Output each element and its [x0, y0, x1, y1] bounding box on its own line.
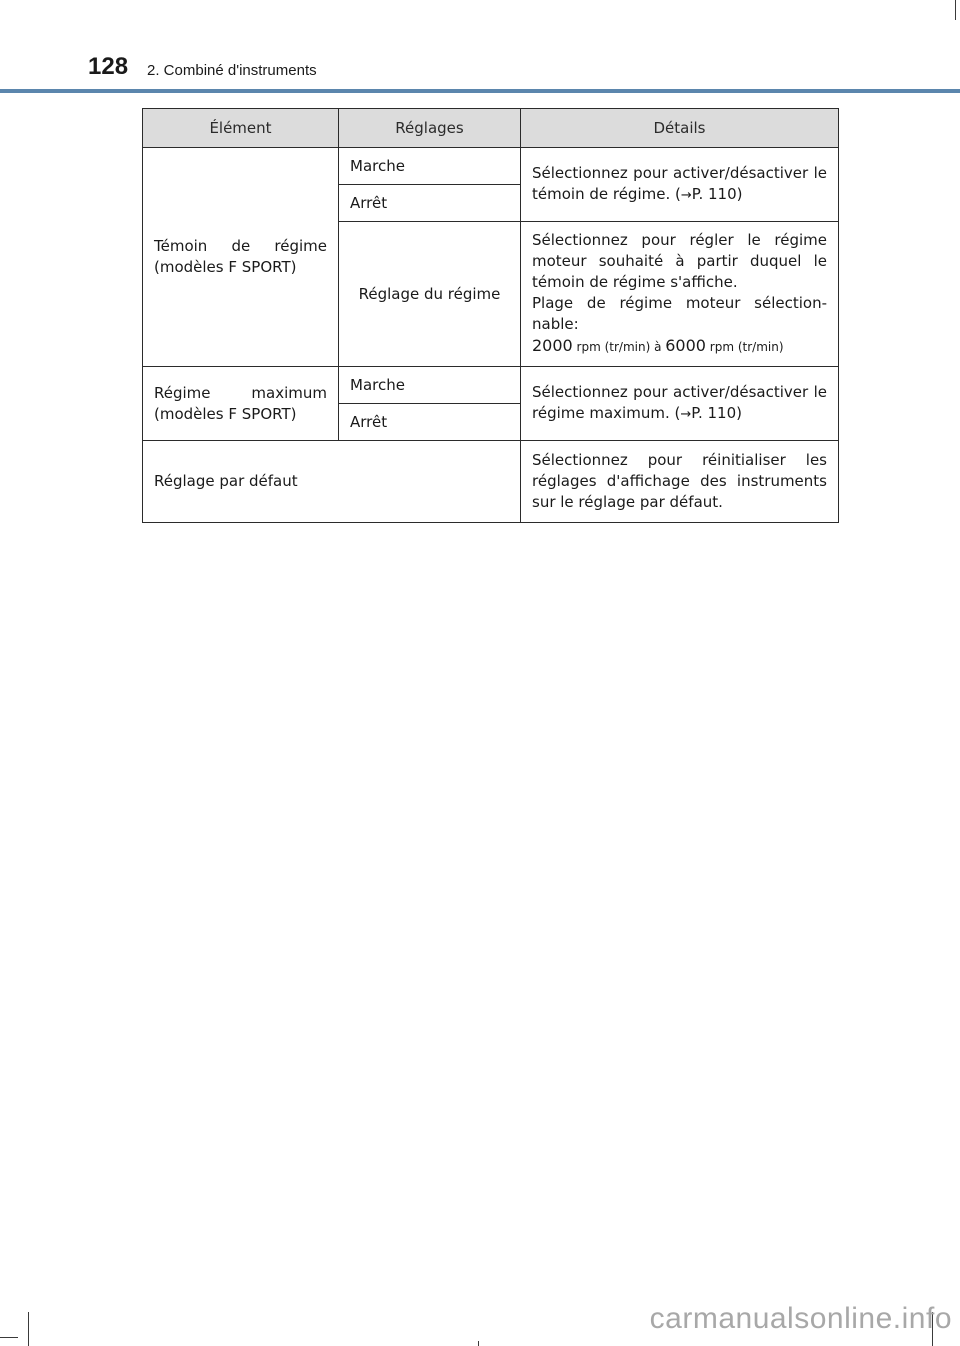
table-row — [143, 441, 839, 523]
cell-option-off: Arrêt — [339, 404, 521, 441]
settings-table — [142, 108, 839, 523]
crop-mark-top-right — [955, 0, 956, 20]
cell-option-on: Marche — [339, 367, 521, 404]
page-number: 128 — [88, 53, 129, 80]
header-rule — [0, 89, 960, 93]
page-header — [0, 0, 960, 96]
range-from: 2000 — [532, 336, 573, 355]
table-row — [143, 367, 839, 404]
cell-detail-temoin — [521, 148, 839, 222]
detail-text: Sélectionnez pour activer/désactiver le témoin de régime. ( — [532, 164, 827, 203]
cell-element-maximum: Régime maximum (modèles F SPORT) — [143, 367, 339, 441]
column-header-element: Élément — [143, 109, 339, 148]
range-value — [532, 335, 827, 358]
range-unit: rpm (tr/min) à — [572, 340, 666, 354]
arrow-right-icon: → — [680, 188, 692, 203]
cell-option-off: Arrêt — [339, 185, 521, 222]
crop-mark-bottom-left-h — [0, 1337, 18, 1338]
cell-element-default: Réglage par défaut — [143, 441, 521, 523]
crop-mark-bottom-left-v — [28, 1312, 29, 1346]
page-reference: P. 110) — [691, 404, 742, 422]
table-row — [143, 148, 839, 185]
chapter-title: 2. Combiné d'instruments — [147, 62, 317, 79]
cell-option-on: Marche — [339, 148, 521, 185]
cell-element-temoin: Témoin de régime (modèles F SPORT) — [143, 148, 339, 367]
crop-mark-bottom-center — [478, 1341, 479, 1346]
detail-text: Sélectionnez pour régler le régime moteur souhaité à partir duquel le témoin de régime s'affiche. — [532, 231, 827, 291]
page-reference: P. 110) — [691, 185, 743, 203]
column-header-settings: Réglages — [339, 109, 521, 148]
range-unit: rpm (tr/min) — [705, 340, 784, 354]
table-header-row — [143, 109, 839, 148]
column-header-details: Détails — [521, 109, 839, 148]
cell-detail-maximum — [521, 367, 839, 441]
cell-detail-regime — [521, 222, 839, 367]
detail-text: Sélectionnez pour activer/désactiver le régime maximum. ( — [532, 383, 827, 422]
cell-setting-regime: Réglage du régime — [339, 222, 521, 367]
range-label: Plage de régime moteur sélection-nable: — [532, 294, 827, 333]
watermark: carmanualsonline.info — [649, 1302, 952, 1335]
range-to: 6000 — [665, 336, 706, 355]
arrow-right-icon: → — [680, 407, 692, 422]
cell-detail-default: Sélectionnez pour réinitialiser les réglages d'affichage des instruments sur le réglage par défaut. — [521, 441, 839, 523]
